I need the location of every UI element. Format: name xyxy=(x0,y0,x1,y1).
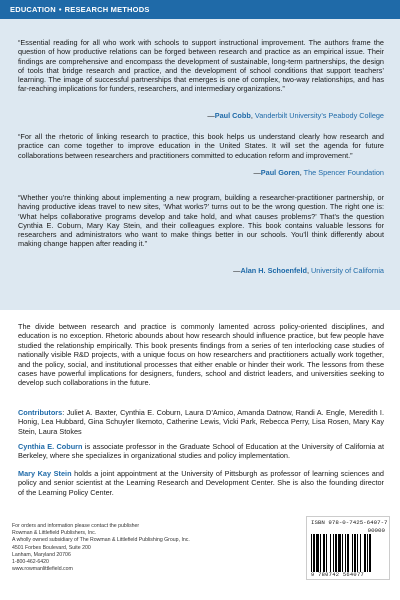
barcode-icon xyxy=(311,534,387,572)
isbn-barcode-box xyxy=(306,516,390,580)
endorsement-name-3: Alan H. Schoenfeld xyxy=(240,266,307,275)
publisher-line-3: A wholly owned subsidiary of The Rowman & Littlefield Publishing Group, Inc. xyxy=(12,537,190,544)
category-bar xyxy=(0,0,400,19)
contributors-paragraph xyxy=(18,408,384,436)
isbn-number: ISBN 978-0-7425-6407-7 xyxy=(311,519,388,526)
author-bio-1 xyxy=(18,442,384,461)
publisher-line-1: For orders and information please contact the publisher xyxy=(12,523,140,529)
endorsement-quote-1: “Essential reading for all who work with schools to support instructional improvement. The authors frame the question of how productive relations can be forged between research and practice as an empirical issue. Their findings are comprehensive and encompass the development of sustainable, long-term partnerships, the design of tools that bridge research and practice, and the development of school conditions that support teachers’ learning. The image of successful partnerships that emerges is one of complex, two-way relationships, and has far-reaching implications for funders, researchers, and intermediary organizations.” xyxy=(18,38,384,94)
author-bio-text-1: is associate professor in the Graduate School of Education at the University of California at Berkeley, where she specializes in organizational studies and policy implementation. xyxy=(18,442,384,461)
endorsement-affiliation-2: The Spencer Foundation xyxy=(303,168,384,177)
publisher-line-5: Lanham, Maryland 20706 xyxy=(12,551,71,558)
author-bio-text-2: holds a joint appointment at the University of Pittsburgh as professor of learning sciences and policy and senior scientist at the Learning Research and Development Center. She is also the founding director of the Learning Policy Center. xyxy=(18,469,384,497)
subcategory-label: RESEARCH METHODS xyxy=(64,5,150,14)
publisher-info xyxy=(12,523,212,573)
category-label: EDUCATION xyxy=(10,5,56,14)
book-description: The divide between research and practice is commonly lamented across policy-oriented disciplines, and education is no exception. Rhetoric abounds about how research should influence practice, but few people have studied the relationship empirically. This book presents findings from a series of ten interlocking case studies of nationally visible R&D projects, with a unique focus on how researchers and practitioners actually work together, and the policy, social, and institutional processes that either enable or hinder their work. The lessons from these cases have powerful implications for designers, funders, school and district leaders, and universities seeking to develop such collaborations in the future. xyxy=(18,322,384,388)
author-name-1: Cynthia E. Coburn xyxy=(18,442,83,451)
author-bio-2 xyxy=(18,469,384,497)
publisher-line-6: 1-800-462-6420 xyxy=(12,559,49,566)
author-name-2: Mary Kay Stein xyxy=(18,469,72,478)
endorsement-name-1: Paul Cobb xyxy=(214,111,251,120)
contributors-label: Contributors xyxy=(18,408,63,417)
endorsement-attribution-1: —Paul Cobb, Vanderbilt University’s Peabody College xyxy=(207,111,384,120)
endorsement-quote-2: “For all the rhetoric of linking research to practice, this book helps us understand clearly how research and practice can come together to improve education in the United States. It will set the agenda for future collaborations between researchers and practitioners committed to education reform and improvement.” xyxy=(18,132,384,160)
publisher-line-4: 4501 Forbes Boulevard, Suite 200 xyxy=(12,544,91,551)
endorsement-affiliation-1: Vanderbilt University’s Peabody College xyxy=(254,111,384,120)
category-separator: • xyxy=(58,5,62,14)
endorsement-name-2: Paul Goren xyxy=(260,168,300,177)
publisher-website: www.rowmanlittlefield.com xyxy=(12,566,73,573)
endorsement-affiliation-3: University of California xyxy=(311,266,384,275)
endorsement-quote-3: “Whether you’re thinking about implementing a new program, building a researcher-practitioner partnership, or having productive ideas travel to new sites, ‘What works?’ turns out to be the wrong question. The right one is: ‘What helps collaborative programs develop and take hold, and what causes problems?’ That’s the question Cynthia E. Coburn, Mary Kay Stein, and their colleagues explore. This book contains valuable lessons for researchers and administrators who want to make things better in our schools. You’ll think differently about making change happen after reading it.” xyxy=(18,193,384,249)
contributors-list: : Juliet A. Baxter, Cynthia E. Coburn, Laura D’Amico, Amanda Datnow, Randi A. Engle, Meredith I. Honig, Lea Hubbard, Gina Schuyler Ikemoto, Catherine Lewis, Vicki Park, Rebecca Perry, Lisa Rosen, Mary Kay Stein, Laura Stokes xyxy=(18,408,384,436)
barcode-digits: 9 780742 564077 xyxy=(311,572,365,578)
endorsement-attribution-3: —Alan H. Schoenfeld, University of California xyxy=(233,266,384,275)
endorsement-attribution-2: —Paul Goren, The Spencer Foundation xyxy=(253,168,384,177)
price-code: 90000 xyxy=(367,527,385,534)
publisher-line-2: Rowman & Littlefield Publishers, Inc. xyxy=(12,530,97,537)
